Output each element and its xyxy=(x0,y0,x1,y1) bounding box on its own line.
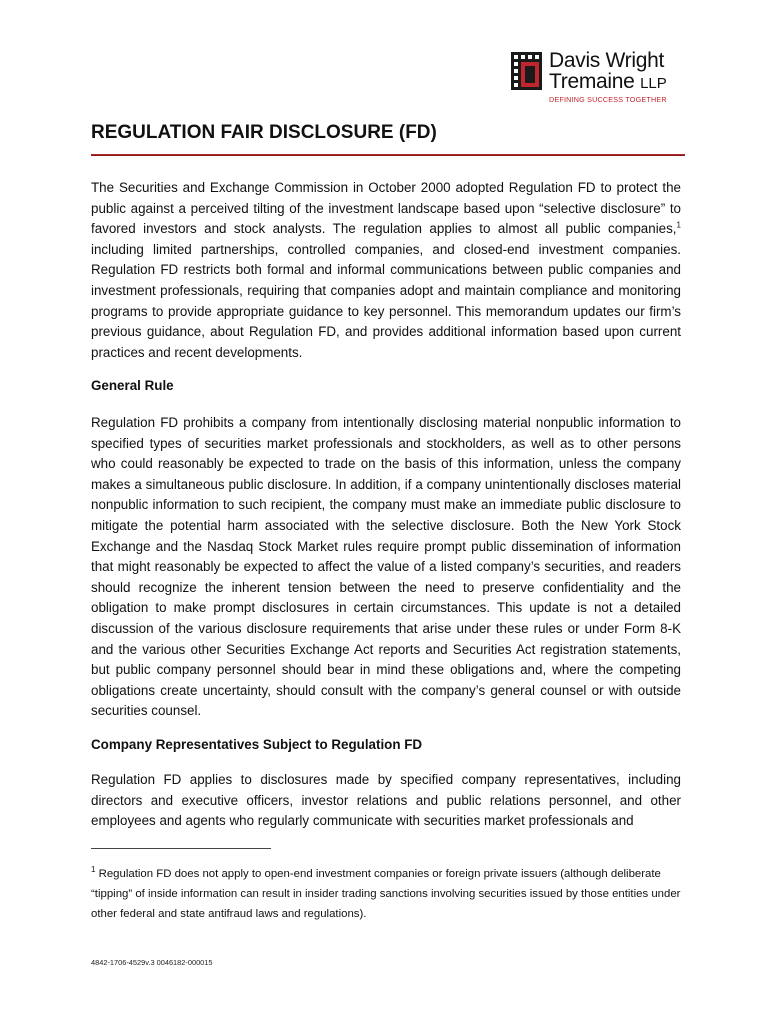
logo-mark-icon xyxy=(511,52,542,90)
logo-tagline: DEFINING SUCCESS TOGETHER xyxy=(549,95,667,104)
intro-text-part2: including limited partnerships, controlled companies, and closed-end investment companies. Regulation FD restricts both formal and informal communications between public companies and investment professionals, requiring that companies adopt and maintain compliance and monitoring programs to provide appropriate guidance to key personnel. This memorandum updates our firm’s previous guidance, about Regulation FD, and provides additional information based upon current practices and recent developments. xyxy=(91,241,681,360)
section-heading-general-rule: General Rule xyxy=(91,378,174,393)
section-body-general-rule: Regulation FD prohibits a company from intentionally disclosing material nonpublic information to specified types of securities market professionals and stockholders, as well as to other persons who could reasonably be expected to trade on the basis of this information, unless the company makes a simultaneous public disclosure. In addition, if a company unintentionally discloses material nonpublic information to such recipient, the company must make an immediate public disclosure to mitigate the potential harm associated with the selective disclosure. Both the New York Stock Exchange and the Nasdaq Stock Market rules require prompt public dissemination of information that might reasonably be expected to affect the value of a listed company’s securities, and readers should recognize the inherent tension between the need to preserve confidentiality and the obligation to make prompt disclosures in certain circumstances. This update is not a detailed discussion of the various disclosure requirements that arise under these rules or under Form 8-K and the various other Securities Exchange Act reports and Securities Act registration statements, but public company personnel should bear in mind these obligations and, where the competing obligations create uncertainty, should consult with the company’s general counsel or with outside securities counsel. xyxy=(91,415,681,719)
firm-logo xyxy=(511,50,681,110)
document-title: REGULATION FAIR DISCLOSURE (FD) xyxy=(91,122,437,143)
document-id: 4842-1706-4529v.3 0046182-000015 xyxy=(91,958,213,967)
footnote-marker: 1 xyxy=(91,865,96,875)
logo-firm-name-tremaine: Tremaine xyxy=(549,70,635,93)
logo-firm-name-line1: Davis Wright xyxy=(549,49,665,72)
footnote-divider xyxy=(91,848,271,849)
footnote-text: Regulation FD does not apply to open-end investment companies or foreign private issuers (although deliberate “tipping” of inside information can result in insider trading sanctions involving securities issued by those entities under other federal and state antifraud laws and regulations). xyxy=(91,868,681,920)
intro-paragraph xyxy=(91,178,681,363)
footnote xyxy=(91,864,681,924)
section-heading-company-representatives: Company Representatives Subject to Regulation FD xyxy=(91,737,423,752)
logo-firm-name-line2 xyxy=(549,71,667,94)
logo-llp: LLP xyxy=(640,75,667,92)
intro-text-part1: The Securities and Exchange Commission in October 2000 adopted Regulation FD to protect the public against a perceived tilting of the investment landscape based upon “selective disclosure” to favored investors and stock analysts. The regulation applies to almost all public companies, xyxy=(91,180,681,237)
title-divider xyxy=(91,154,685,156)
footnote-reference[interactable]: 1 xyxy=(676,220,681,230)
section-body-company-representatives: Regulation FD applies to disclosures made by specified company representatives, including directors and executive officers, investor relations and public relations personnel, and other employees and agents who regularly communicate with securities market professionals and xyxy=(91,772,681,829)
